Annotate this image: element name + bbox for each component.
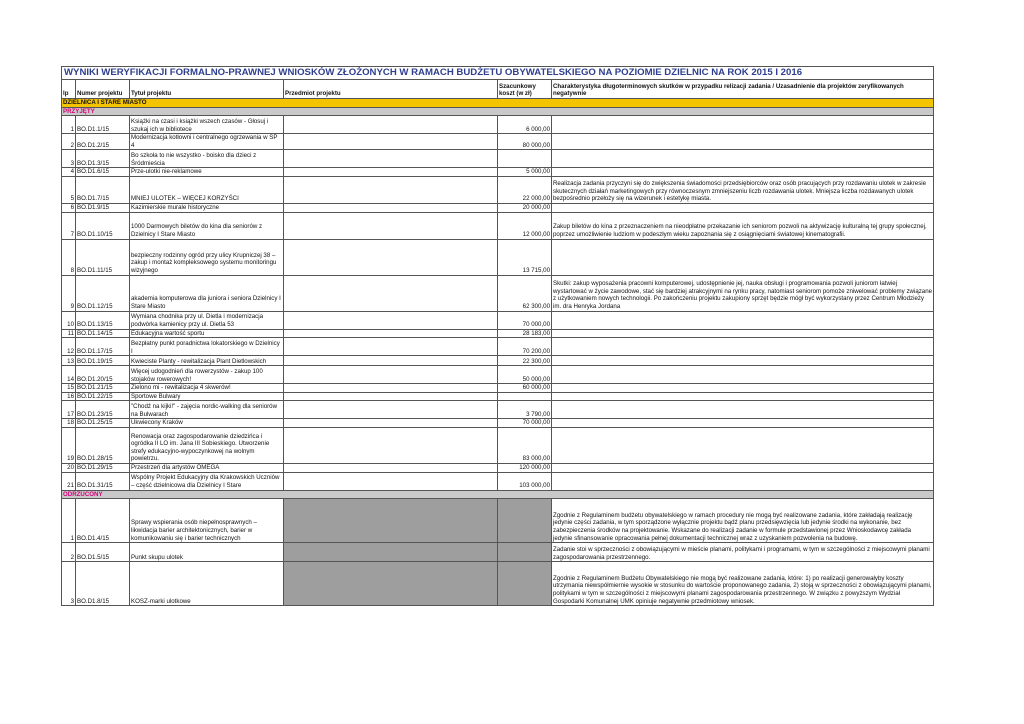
- row-number: BO.D1.10/15: [76, 212, 130, 239]
- row-subject: [284, 472, 498, 490]
- row-title: Sportowe Bulwary: [130, 392, 284, 401]
- row-description: [552, 463, 934, 472]
- row-lp: 17: [62, 401, 76, 419]
- row-subject: [284, 401, 498, 419]
- row-lp: 15: [62, 384, 76, 393]
- row-number: BO.D1.9/15: [76, 203, 130, 212]
- row-cost: 70 200,00: [498, 338, 552, 356]
- row-cost: 22 000,00: [498, 176, 552, 203]
- header-row: [62, 80, 934, 99]
- row-number: BO.D1.29/15: [76, 463, 130, 472]
- row-cost: 103 000,00: [498, 472, 552, 490]
- table-row: [62, 239, 934, 275]
- row-cost: [498, 150, 552, 168]
- row-number: BO.D1.19/15: [76, 356, 130, 366]
- row-cost-shaded: [498, 499, 552, 543]
- row-cost-shaded: [498, 543, 552, 562]
- row-lp: 5: [62, 176, 76, 203]
- row-cost: 83 000,00: [498, 427, 552, 463]
- row-subject-shaded: [284, 499, 498, 543]
- table-row: [62, 472, 934, 490]
- row-number: BO.D1.7/15: [76, 176, 130, 203]
- row-subject: [284, 203, 498, 212]
- row-description: [552, 401, 934, 419]
- row-title: Wymiana chodnika przy ul. Dietla i modernizacja podwórka kamienicy przy ul. Dietla 53: [130, 311, 284, 329]
- table-row: [62, 168, 934, 177]
- row-number: BO.D1.23/15: [76, 401, 130, 419]
- row-description: Zgodnie z Regulaminem Budżetu Obywatelskiego nie mogą być realizowane zadania, które: 1) po realizacji generowałyby koszty utrzymania niewspółmiernie wysokie w stosunku do wartoście proponowanego zadania, 2) stoją w sprzeczności z obowiązującymi planami, politykami w tym w szczególności z miejscowymi planami zagospodarowania przestrzennego. W związku z powyższym Wydział Gospodarki Komunalnej UMK opiniuje negatywnie przedmiotowy wniosek.: [552, 562, 934, 606]
- row-lp: 9: [62, 275, 76, 311]
- header-charakterystyka: Charakterystyka długoterminowych skutków w przypadku relizacji zadania / Uzasadnienie dla projektów zeryfikowanych negatywnie: [552, 80, 934, 99]
- row-number: BO.D1.12/15: [76, 275, 130, 311]
- row-description: [552, 427, 934, 463]
- row-title: Bezpłatny punkt poradnictwa lokatorskiego w Dzielnicy I: [130, 338, 284, 356]
- header-tytul: Tytuł projektu: [130, 80, 284, 99]
- row-title: Wspólny Projekt Edukacyjny dla Krakowskich Uczniów – część dzielnicowa dla Dzielnicy I Stare: [130, 472, 284, 490]
- table-row: [62, 463, 934, 472]
- status-row-accepted: [62, 107, 934, 116]
- row-number: BO.D1.31/15: [76, 472, 130, 490]
- title-row: [62, 67, 934, 80]
- status-label-rejected: ODRZUCONY: [62, 490, 934, 499]
- row-description: [552, 472, 934, 490]
- row-number: BO.D1.6/15: [76, 168, 130, 177]
- row-title: bezpieczny rodzinny ogród przy ulicy Krupniczej 38 – zakup i montaż kompleksowego systemu monitoringu wizyjnego: [130, 239, 284, 275]
- row-title: Renowacja oraz zagospodarowanie dziedzińca i ogródka II LO im. Jana III Sobieskiego. Utworzenie strefy edukacyjno-wypoczynkowej na wolnym powietrzu.: [130, 427, 284, 463]
- row-cost: 80 000,00: [498, 134, 552, 150]
- row-number: BO.D1.28/15: [76, 427, 130, 463]
- row-cost: 60 000,00: [498, 384, 552, 393]
- table-row: [62, 212, 934, 239]
- row-number: BO.D1.17/15: [76, 338, 130, 356]
- row-subject: [284, 275, 498, 311]
- row-lp: 1: [62, 499, 76, 543]
- row-description: [552, 168, 934, 177]
- row-number: BO.D1.2/15: [76, 134, 130, 150]
- row-lp: 7: [62, 212, 76, 239]
- row-description: [552, 134, 934, 150]
- row-cost: 12 000,00: [498, 212, 552, 239]
- row-subject: [284, 463, 498, 472]
- row-number: BO.D1.11/15: [76, 239, 130, 275]
- header-numer: Numer projektu: [76, 80, 130, 99]
- row-number: BO.D1.14/15: [76, 329, 130, 338]
- row-description: [552, 150, 934, 168]
- spreadsheet: [61, 66, 933, 606]
- status-row-rejected: [62, 490, 934, 499]
- table-row: [62, 311, 934, 329]
- row-lp: 3: [62, 562, 76, 606]
- row-subject: [284, 176, 498, 203]
- row-subject-shaded: [284, 562, 498, 606]
- row-description: Zadanie stoi w sprzeczności z obowiązującymi w mieście planami, politykami i programami, w tym w szczególności z miejscowymi planami zagospodarowania przestrzennego.: [552, 543, 934, 562]
- row-cost: 120 000,00: [498, 463, 552, 472]
- row-lp: 2: [62, 134, 76, 150]
- table-row: [62, 329, 934, 338]
- results-table: [61, 66, 934, 606]
- row-cost: 62 300,00: [498, 275, 552, 311]
- row-number: BO.D1.1/15: [76, 116, 130, 134]
- row-number: BO.D1.8/15: [76, 562, 130, 606]
- row-subject: [284, 116, 498, 134]
- header-koszt: Szacunkowy koszt (w zł): [498, 80, 552, 99]
- row-number: BO.D1.3/15: [76, 150, 130, 168]
- row-subject: [284, 419, 498, 428]
- row-description: [552, 239, 934, 275]
- district-row: [62, 99, 934, 108]
- row-description: [552, 419, 934, 428]
- row-subject: [284, 329, 498, 338]
- table-row: [62, 356, 934, 366]
- table-row: [62, 150, 934, 168]
- header-lp: lp: [62, 80, 76, 99]
- row-number: BO.D1.22/15: [76, 392, 130, 401]
- row-title: Zielono mi - rewitalizacja 4 skwerów!: [130, 384, 284, 393]
- table-row: [62, 176, 934, 203]
- row-description: [552, 392, 934, 401]
- table-row: [62, 401, 934, 419]
- row-title: Punkt skupu ulotek: [130, 543, 284, 562]
- row-title: Ukwiecony Kraków: [130, 419, 284, 428]
- district-label: DZIELNICA I STARE MIASTO: [62, 99, 934, 108]
- row-cost: 13 715,00: [498, 239, 552, 275]
- row-title: "Chodź na kijki!" - zajęcia nordic-walking dla seniorów na Bulwarach: [130, 401, 284, 419]
- row-title: Kwieciste Planty - rewitalizacja Plant Dietlowskich: [130, 356, 284, 366]
- row-title: Bo szkoła to nie wszystko - boisko dla dzieci z Śródmieścia: [130, 150, 284, 168]
- row-subject-shaded: [284, 543, 498, 562]
- row-subject: [284, 384, 498, 393]
- row-lp: 1: [62, 116, 76, 134]
- row-title: Edukacyjna wartość sportu: [130, 329, 284, 338]
- row-title: Sprawy wspierania osób niepełnosprawnych – likwidacja barier architektonicznych, barier w komunikowaniu się i barier technicznych: [130, 499, 284, 543]
- row-description: [552, 338, 934, 356]
- row-cost: 5 000,00: [498, 168, 552, 177]
- row-lp: 3: [62, 150, 76, 168]
- row-lp: 10: [62, 311, 76, 329]
- row-cost: 22 300,00: [498, 356, 552, 366]
- row-cost: 3 790,00: [498, 401, 552, 419]
- table-row-rejected: [62, 562, 934, 606]
- table-row: [62, 134, 934, 150]
- row-cost: [498, 392, 552, 401]
- row-subject: [284, 239, 498, 275]
- row-lp: 8: [62, 239, 76, 275]
- row-lp: 19: [62, 427, 76, 463]
- row-title: Książki na czasi i książki wszech czasów - Głosuj i szukaj ich w bibliotece: [130, 116, 284, 134]
- status-label-accepted: PRZYJĘTY: [62, 107, 934, 116]
- row-description: [552, 203, 934, 212]
- table-row: [62, 392, 934, 401]
- row-description: Zgodnie z Regulaminem budżetu obywatelskiego w ramach procedury nie mogą być realizowane zadania, które zakładają realizację jedynie części zadania, w tym sporządzone wyłącznie projektu bądź planu przedsięwzięcia lub jedynie środki na wykonanie, bez zabezpieczenia środków na projektowanie. Wskazane do realizacji zadanie w formule przedstawionej przez Wnioskodawcę zakłada jedynie sfinansowanie opracowania pełnej dokumentacji technicznej wraz z uzyskaniem pozwolenia na budowę.: [552, 499, 934, 543]
- row-lp: 14: [62, 366, 76, 384]
- table-row: [62, 419, 934, 428]
- row-cost: 50 000,00: [498, 366, 552, 384]
- row-title: Więcej udogodnień dla rowerzystów - zakup 100 stojaków rowerowych!: [130, 366, 284, 384]
- row-subject: [284, 392, 498, 401]
- row-description: [552, 366, 934, 384]
- header-przedmiot: Przedmiot projektu: [284, 80, 498, 99]
- row-number: BO.D1.20/15: [76, 366, 130, 384]
- row-subject: [284, 212, 498, 239]
- row-lp: 12: [62, 338, 76, 356]
- table-row: [62, 116, 934, 134]
- table-row: [62, 338, 934, 356]
- row-cost: 28 183,00: [498, 329, 552, 338]
- row-description: [552, 329, 934, 338]
- table-row: [62, 384, 934, 393]
- row-subject: [284, 356, 498, 366]
- row-lp: 16: [62, 392, 76, 401]
- row-title: Kazimierskie murale historyczne: [130, 203, 284, 212]
- table-row-rejected: [62, 499, 934, 543]
- row-description: Realizacja zadania przyczyni się do zwiększenia świadomości przedsiębiorców oraz osób pracujących przy rozdawaniu ulotek w zakresie skutecznych działań marketingowych przy równoczesnym zmniejszeniu liczb rozdawania ulotek. Mniejsza liczba rozdawanych ulotek bezpośrednio przełoży się na wizerunek i estetykę miasta.: [552, 176, 934, 203]
- row-number: BO.D1.21/15: [76, 384, 130, 393]
- row-lp: 11: [62, 329, 76, 338]
- row-lp: 20: [62, 463, 76, 472]
- table-row: [62, 427, 934, 463]
- row-subject: [284, 366, 498, 384]
- table-row: [62, 275, 934, 311]
- row-title: Przestrzeń dla artystów OMEGA: [130, 463, 284, 472]
- row-lp: 18: [62, 419, 76, 428]
- row-number: BO.D1.13/15: [76, 311, 130, 329]
- row-description: [552, 116, 934, 134]
- row-cost: 70 000,00: [498, 419, 552, 428]
- row-description: [552, 384, 934, 393]
- row-description: Zakup biletów do kina z przeznaczeniem na nieodpłatne przekazanie ich seniorom pozwoli na aktywizację kulturalną tej grupy społecznej, poprzez umożliwienie ludziom w podeszłym wieku zapoznania się z osiągnięciami światowej kinematografii.: [552, 212, 934, 239]
- row-title: MNIEJ ULOTEK – WIĘCEJ KORZYŚCI: [130, 176, 284, 203]
- row-description: [552, 356, 934, 366]
- row-title: Modernizacja kotłowni i centralnego ogrzewania w SP 4: [130, 134, 284, 150]
- row-number: BO.D1.5/15: [76, 543, 130, 562]
- row-cost: 70 000,00: [498, 311, 552, 329]
- row-description: [552, 311, 934, 329]
- row-title: akademia komputerowa dla juniora i seniora Dzielnicy I Stare Miasto: [130, 275, 284, 311]
- page-title: WYNIKI WERYFIKACJI FORMALNO-PRAWNEJ WNIOSKÓW ZŁOŻONYCH W RAMACH BUDŻETU OBYWATELSKIEGO NA POZIOMIE DZIELNIC NA ROK 2015 I 2016: [62, 67, 934, 80]
- row-subject: [284, 150, 498, 168]
- row-title: Prze-ulotki nie-reklamowe: [130, 168, 284, 177]
- row-lp: 13: [62, 356, 76, 366]
- table-row: [62, 203, 934, 212]
- row-lp: 2: [62, 543, 76, 562]
- row-cost: 6 000,00: [498, 116, 552, 134]
- table-row-rejected: [62, 543, 934, 562]
- row-lp: 4: [62, 168, 76, 177]
- row-cost-shaded: [498, 562, 552, 606]
- row-number: BO.D1.25/15: [76, 419, 130, 428]
- table-row: [62, 366, 934, 384]
- row-title: KOSZ-marki ulotkowe: [130, 562, 284, 606]
- row-number: BO.D1.4/15: [76, 499, 130, 543]
- row-lp: 21: [62, 472, 76, 490]
- row-cost: 20 000,00: [498, 203, 552, 212]
- row-lp: 6: [62, 203, 76, 212]
- row-subject: [284, 338, 498, 356]
- row-title: 1000 Darmowych biletów do kina dla seniorów z Dzielnicy I Stare Miasto: [130, 212, 284, 239]
- row-subject: [284, 168, 498, 177]
- row-description: Skutki: zakup wyposażenia pracowni komputerowej, udostępnienie jej, nauka obsługi i programowania pozwoli juniorom łatwiej wystartować w życie zawodowe, stać się bardziej atrakcyjnymi na rynku pracy, natomiast seniorom pomoże zniwelować problemy związane z użytkowaniem nowych technologii. Po zakończeniu projektu zakupiony sprzęt będzie mógł być wykorzystany przez Centrum Młodzieży im. dra Henryka Jordana: [552, 275, 934, 311]
- row-subject: [284, 427, 498, 463]
- row-subject: [284, 311, 498, 329]
- row-subject: [284, 134, 498, 150]
